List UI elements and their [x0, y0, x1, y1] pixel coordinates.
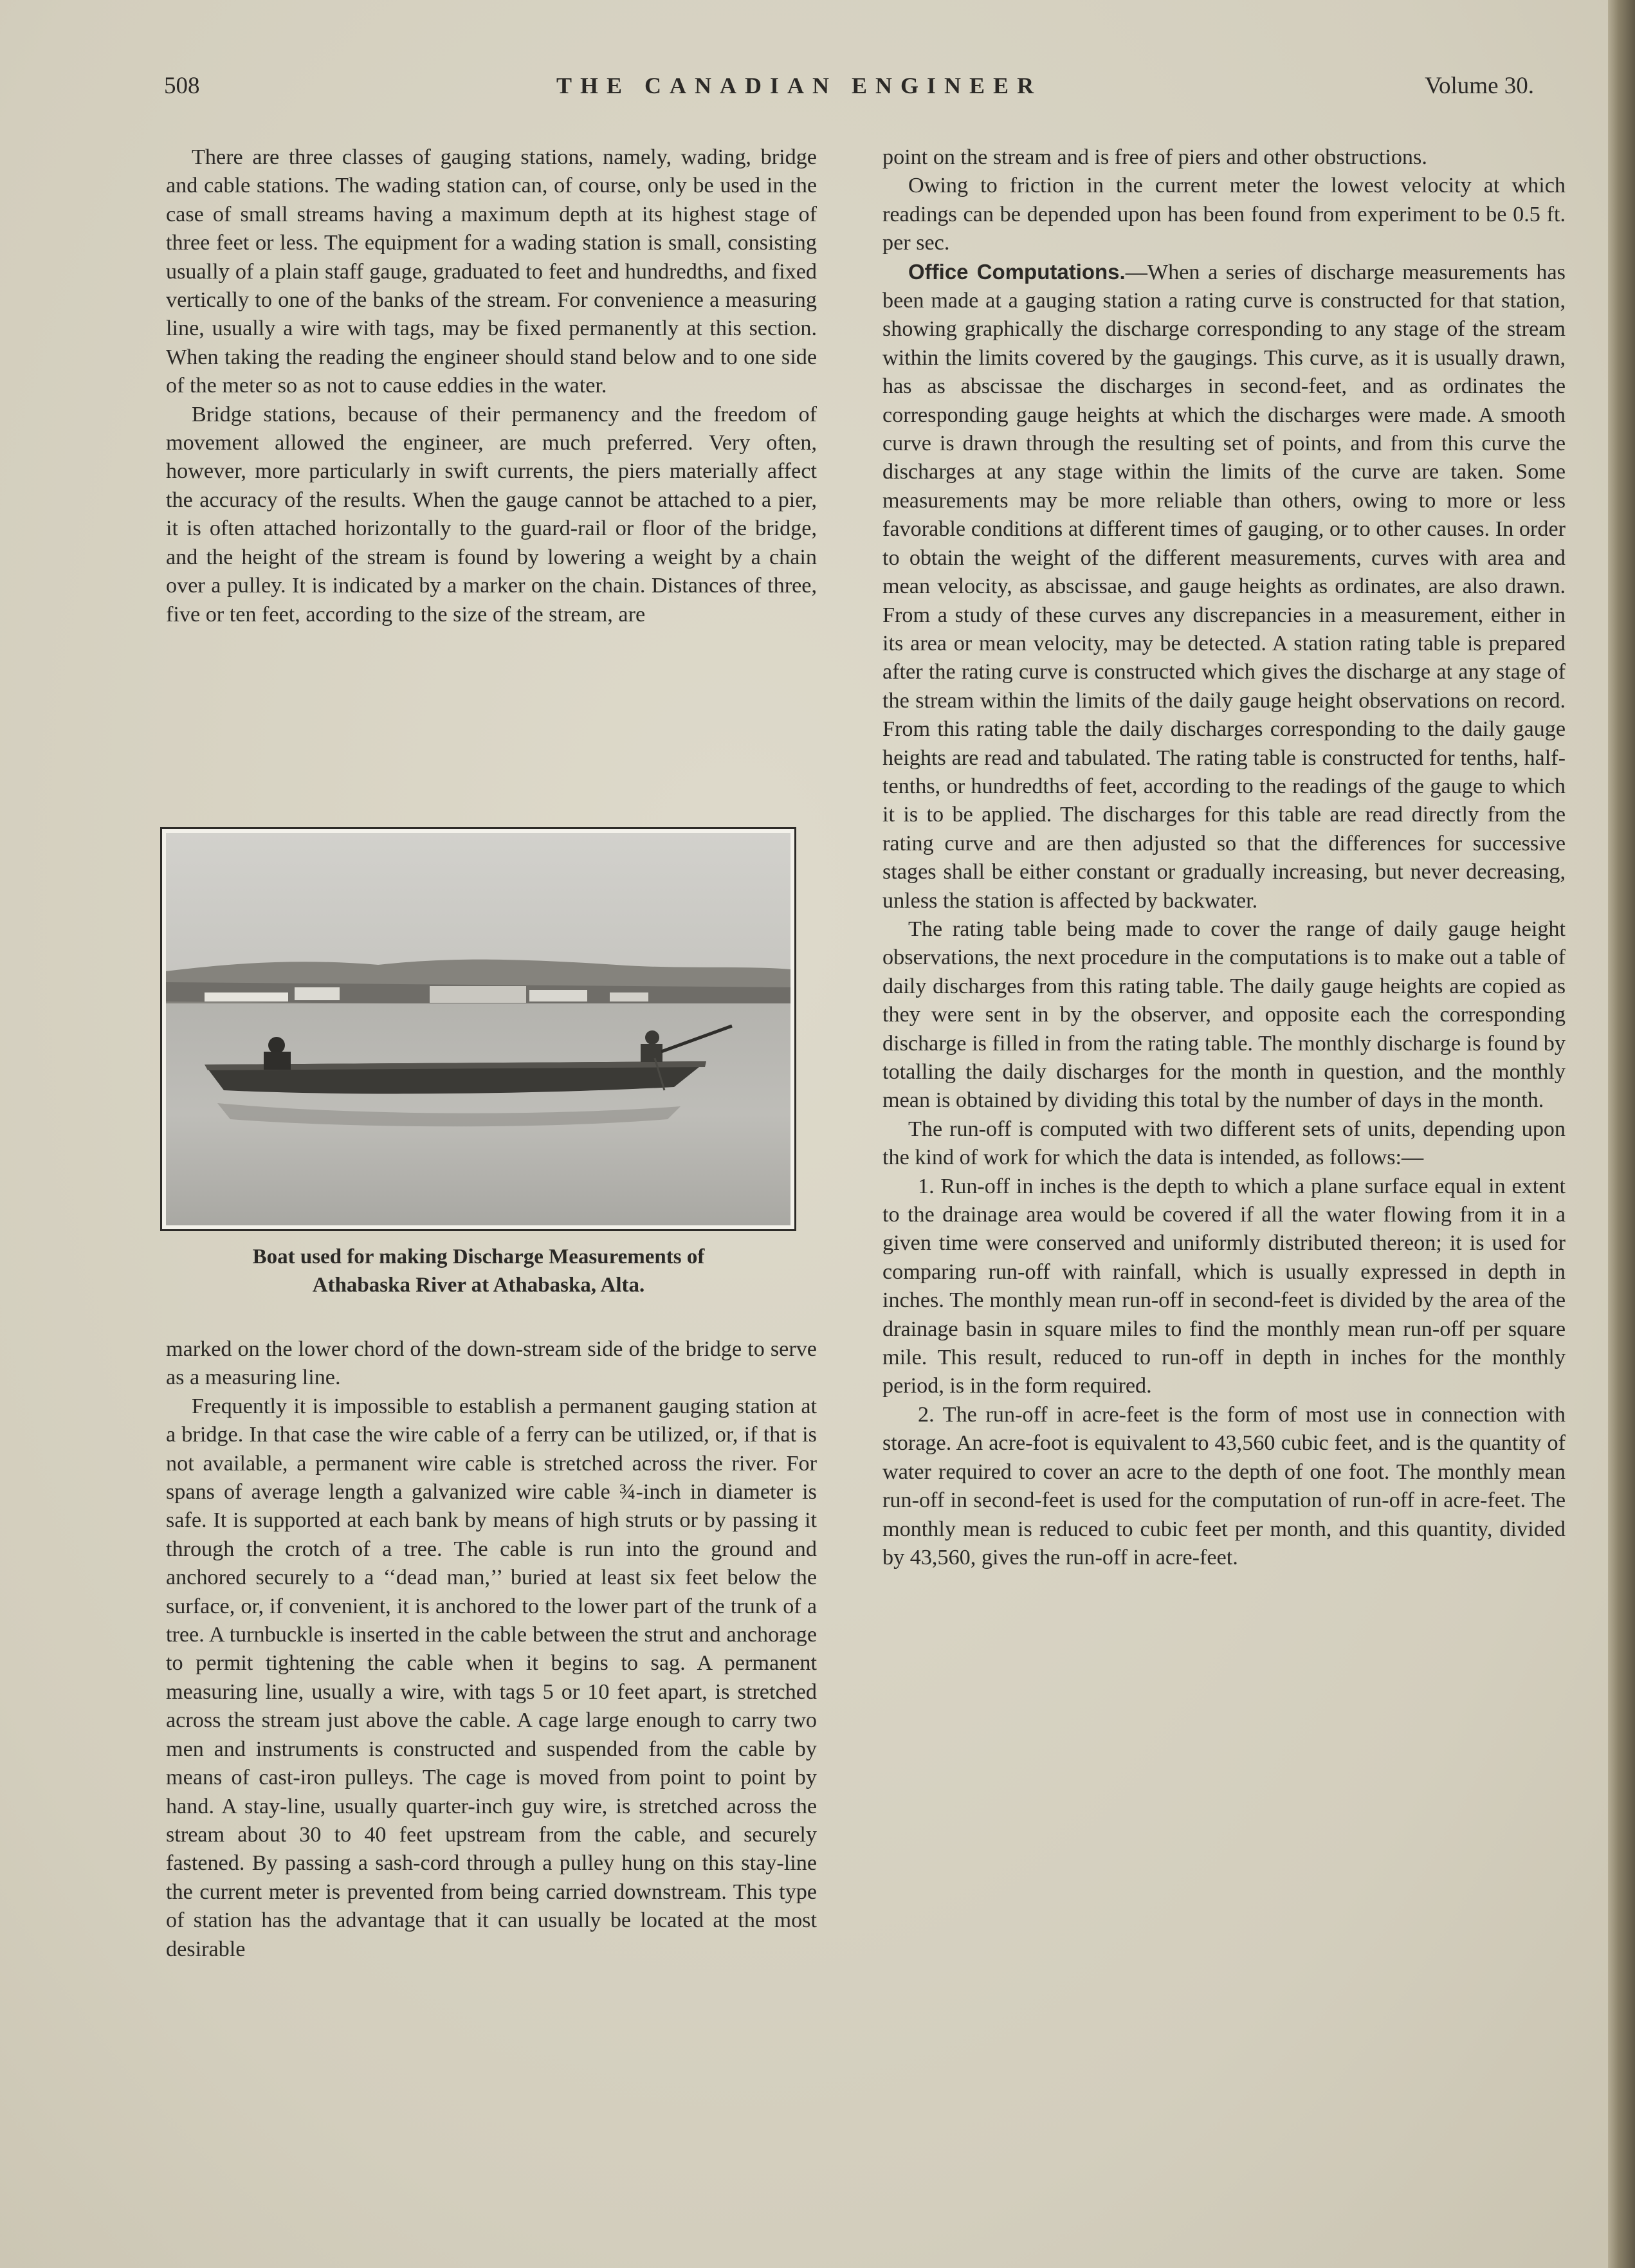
paragraph: Frequently it is impossible to establish a permanent gauging station at a bridge. In that case the wire cable of a ferry can be utilized, or, if that is not available, a permanent wire cable is stretched across the river. For spans of average length a galvanized wire cable ¾-inch in diameter is safe. It is supported at each bank by means of high struts or by passing it through the crotch of a tree. The cable is run into the ground and anchored securely to a ‘‘dead man,’’ buried at least six feet below the surface, or, if convenient, it is anchored to the lower part of the trunk of a tree. A turnbuckle is inserted in the cable between the strut and anchorage to permit tightening the cable when it begins to sag. A permanent measuring line, usually a wire, with tags 5 or 10 feet apart, is stretched across the stream just above the cable. A cage large enough to carry two men and instruments is constructed and suspended from the cable by means of cast-iron pulleys. The cage is moved from point to point by hand. A stay-line, usually quarter-inch guy wire, is stretched across the stream about 30 to 40 feet upstream from the cable, and securely fastened. By passing a sash-cord through a pulley hung on this stay-line the current meter is prevented from being carried downstream. This type of station has the advantage that it can usually be located at the most desirable [166, 1394, 817, 1961]
paragraph: There are three classes of gauging stations, namely, wading, bridge and cable stations. The wading station can, of course, only be used in the case of small streams having a maximum depth at its highest stage of three feet or less. The equipment for a wading station is small, consisting usually of a plain staff gauge, graduated to feet and hundredths, and fixed vertically to one of the banks of the stream. For convenience a measuring line, usually a wire with tags, may be fixed permanently at this section. When taking the reading the engineer should stand below and to one side of the meter so as not to cause eddies in the water. [166, 145, 817, 398]
paragraph: The run-off is computed with two different sets of units, depending upon the kind of work for which the data is intended, as follows:— [882, 1117, 1566, 1170]
river-boat-illustration [166, 833, 790, 1225]
boat-photograph [166, 833, 790, 1225]
caption-line: Boat used for making Discharge Measurements of [252, 1245, 705, 1268]
page-number: 508 [164, 73, 200, 99]
paragraph: Owing to friction in the current meter the lowest velocity at which readings can be depended upon has been found from experiment to be 0.5 ft. per sec. [882, 174, 1566, 255]
page-binding-edge [1608, 0, 1635, 2268]
journal-title: THE CANADIAN ENGINEER [556, 73, 1043, 98]
paragraph: Bridge stations, because of their permanency and the freedom of movement allowed the engineer, are much preferred. Very often, however, more particularly in swift currents, the piers materially affect the accuracy of the results. When the gauge cannot be attached to a pier, it is often attached horizontally to the guard-rail or floor of the bridge, and the height of the stream is found by lowering a weight by a chain over a pulley. It is indicated by a marker on the chain. Distances of three, five or ten feet, according to the size of the stream, are [166, 402, 817, 626]
running-header [164, 72, 1534, 111]
left-column-bottom [166, 1335, 817, 1964]
left-column-top [166, 143, 817, 629]
right-column [882, 143, 1566, 1572]
paragraph-body: —When a series of discharge measurements has been made at a gauging station a rating curve is constructed for that station, showing graphically the discharge corresponding to any stage of the stream within the limits covered by the gaugings. This curve, as it is usually drawn, has as abscissae the discharges in second-feet, and as ordinates the corresponding gauge heights at which the discharges were made. A smooth curve is drawn through the resulting set of points, and from this curve the discharges at any stage within the limits of the curve are taken. Some measurements may be more reliable than others, owing to more or less favorable conditions at different times of gauging, or to other causes. In order to obtain the weight of the different measurements, curves with area and mean velocity, as abscissae, and gauge heights as ordinates, are also drawn. From a study of these curves any discrepancies in a measurement, either in its area or mean velocity, may be detected. A station rating table is prepared after the rating curve is constructed which gives the discharge at any stage of the stream within the limits of the daily gauge height observations on record. From this rating table the daily discharges corresponding to the daily gauge heights are read and tabulated. The rating table is constructed for tenths, half-tenths, or hundredths of feet, according to the readings of the gauge to which it is to be applied. The discharges for this table are read directly from the rating curve and are then adjusted so that the differences for successive stages shall be either constant or gradually increasing, but never decreasing, unless the station is affected by backwater. [882, 260, 1566, 913]
paragraph-office-computations [882, 258, 1566, 915]
paragraph: The rating table being made to cover the range of daily gauge height observations, the next procedure in the computations is to make out a table of daily discharges from this rating table. The daily gauge heights are copied as they were sent in by the observer, and opposite each the corresponding discharge is filled in from the rating table. The monthly discharge is found by totalling the daily discharges for the month in question, and the monthly mean is obtained by dividing this total by the number of days in the month. [882, 917, 1566, 1113]
numbered-paragraph: 1. Run-off in inches is the depth to which a plane surface equal in extent to the drainage area would be covered if all the water flowing from it in a given time were conserved and uniformly distributed thereon; it is used for comparing run-off with rainfall, which is usually expressed in depth in inches. The monthly mean run-off in second-feet is divided by the area of the drainage basin in square miles to find the monthly mean run-off per square mile. This result, reduced to run-off in depth in inches for the monthly period, is in the form required. [882, 1174, 1566, 1398]
numbered-paragraph: 2. The run-off in acre-feet is the form of most use in connection with storage. An acre-foot is equivalent to 43,560 cubic feet, and is the quantity of water required to cover an acre to the depth of one foot. The monthly mean run-off in second-feet is used for the computation of run-off in acre-feet. The monthly mean is reduced to cubic feet per month, and this quantity, divided by 43,560, gives the run-off in acre-feet. [882, 1402, 1566, 1569]
figure-caption [153, 1243, 804, 1299]
volume-label: Volume 30. [1425, 73, 1534, 99]
section-heading: Office Computations. [908, 259, 1126, 284]
paragraph: marked on the lower chord of the down-stream side of the bridge to serve as a measuring line. [166, 1337, 817, 1390]
caption-line: Athabaska River at Athabaska, Alta. [312, 1274, 645, 1297]
paragraph: point on the stream and is free of piers and other obstructions. [882, 145, 1427, 169]
figure-photo [160, 827, 796, 1231]
